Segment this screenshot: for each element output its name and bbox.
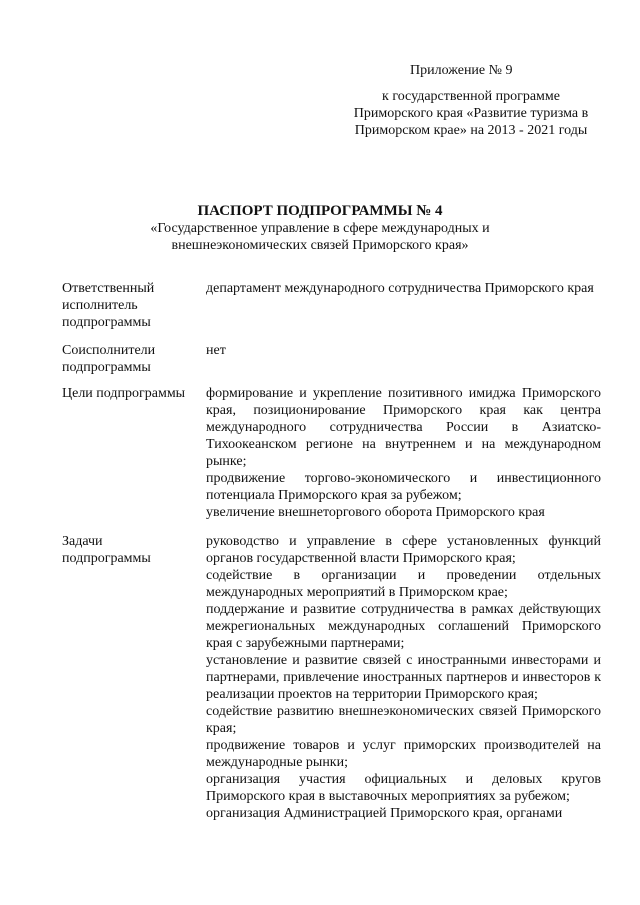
row-item: увеличение внешнеторгового оборота Приморского края bbox=[206, 505, 545, 520]
row-label: Задачи подпрограммы bbox=[62, 534, 151, 566]
passport-header bbox=[0, 203, 640, 254]
row-item: формирование и укрепление позитивного имиджа Приморского края, позиционирование Приморского края как центра международного сотрудничества России в Азиатско-Тихоокеанском регионе на внутреннем и на международном рынке; bbox=[206, 386, 601, 469]
row-label: Соисполнители подпрограммы bbox=[62, 343, 156, 375]
appendix-description bbox=[340, 88, 602, 139]
row-value bbox=[206, 533, 601, 822]
row-label: Цели подпрограммы bbox=[62, 386, 186, 401]
row-item: руководство и управление в сфере установленных функций органов государственной власти Приморского края; bbox=[206, 534, 601, 566]
row-item: департамент международного сотрудничества Приморского края bbox=[206, 281, 594, 296]
appendix-title: Приложение № 9 bbox=[410, 63, 513, 78]
row-label: Ответственный исполнитель подпрограммы bbox=[62, 281, 155, 330]
row-item: содействие развитию внешнеэкономических связей Приморского края; bbox=[206, 704, 601, 736]
appendix-line: Приморского края «Развитие туризма в bbox=[353, 106, 589, 121]
row-item: поддержание и развитие сотрудничества в рамках действующих межрегиональных международных соглашений Приморского края с зарубежными партнерами; bbox=[206, 602, 601, 651]
row-item: организация участия официальных и деловых кругов Приморского края в выставочных мероприятиях за рубежом; bbox=[206, 772, 601, 804]
row-item: установление и развитие связей с иностранными инвесторами и партнерами, привлечение иностранных партнеров и инвесторов к реализации проектов на территории Приморского края; bbox=[206, 653, 601, 702]
row-value bbox=[206, 342, 601, 359]
passport-title: ПАСПОРТ ПОДПРОГРАММЫ № 4 bbox=[197, 203, 443, 219]
appendix-line: к государственной программе bbox=[382, 89, 560, 104]
row-item: продвижение торгово-экономического и инвестиционного потенциала Приморского края за рубежом; bbox=[206, 471, 601, 503]
row-item: продвижение товаров и услуг приморских производителей на международные рынки; bbox=[206, 738, 601, 770]
passport-subtitle: «Государственное управление в сфере международных и bbox=[150, 221, 490, 236]
row-value bbox=[206, 280, 601, 297]
row-item: организация Администрацией Приморского края, органами bbox=[206, 806, 563, 821]
row-value bbox=[206, 385, 601, 521]
appendix-line: Приморском крае» на 2013 - 2021 годы bbox=[354, 123, 588, 138]
row-item: содействие в организации и проведении отдельных международных мероприятий в Приморском крае; bbox=[206, 568, 601, 600]
passport-subtitle: внешнеэкономических связей Приморского края» bbox=[171, 238, 469, 253]
row-item: нет bbox=[206, 343, 226, 358]
